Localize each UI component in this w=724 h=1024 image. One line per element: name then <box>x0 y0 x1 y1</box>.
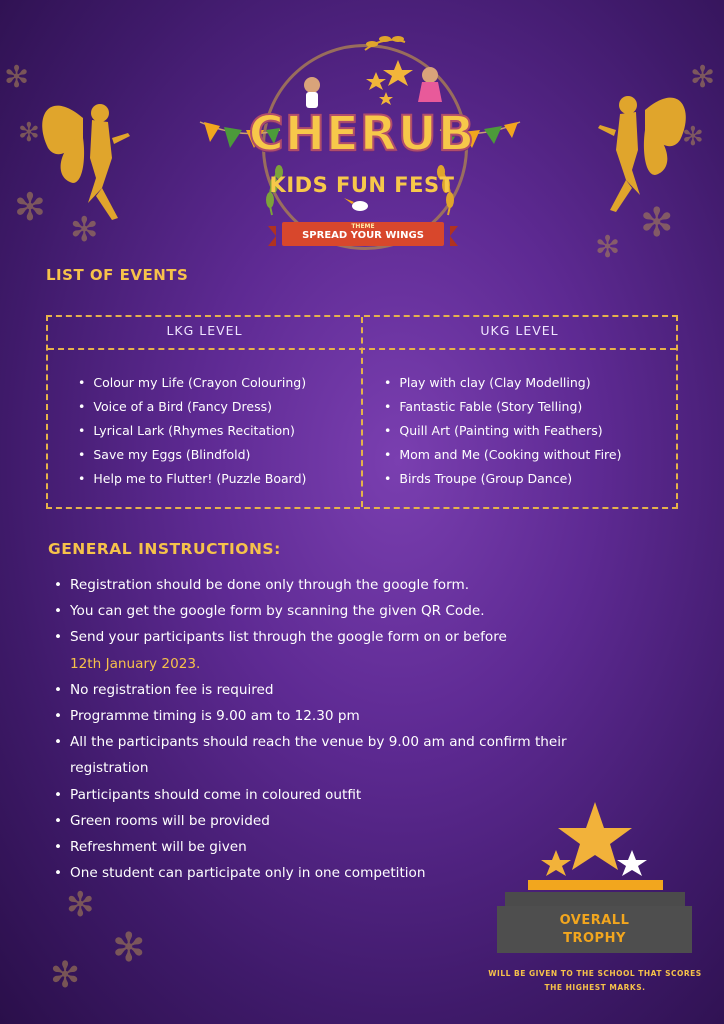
fest-subtitle: KIDS FUN FEST <box>269 173 455 197</box>
lkg-events-list <box>78 371 306 491</box>
trophy-podium <box>497 906 692 953</box>
theme-text: SPREAD YOUR WINGS <box>302 230 424 241</box>
pennant-flag-icon <box>204 122 220 142</box>
podium-top <box>528 880 663 890</box>
star-icon <box>383 60 413 86</box>
podium-step <box>505 892 685 906</box>
fairy-icon <box>590 70 700 220</box>
trophy-line1: OVERALL <box>559 913 630 928</box>
lkg-column-header: LKG LEVEL <box>166 323 243 338</box>
events-heading: LIST OF EVENTS <box>46 266 189 284</box>
snowflake-icon: ✻ <box>690 60 716 95</box>
list-item: • Refreshment will be given <box>54 834 674 860</box>
fest-title: CHERUB <box>248 106 476 162</box>
snowflake-icon: ✻ <box>66 885 95 925</box>
snowflake-icon: ✻ <box>4 60 30 95</box>
list-item: • Registration should be done only through the google form. <box>54 572 674 598</box>
list-item: • Fantastic Fable (Story Telling) <box>384 395 622 419</box>
snowflake-icon: ✻ <box>18 118 40 148</box>
snowflake-icon: ✻ <box>682 122 704 152</box>
theme-ribbon <box>282 222 444 246</box>
snowflake-icon: ✻ <box>112 925 146 971</box>
list-item: • Play with clay (Clay Modelling) <box>384 371 622 395</box>
trophy-note: WILL BE GIVEN TO THE SCHOOL THAT SCORES THE HIGHEST MARKS. <box>488 969 702 992</box>
deadline-date: 12th January 2023. <box>70 655 201 672</box>
list-item: • You can get the google form by scanning the given QR Code. <box>54 598 674 624</box>
trophy-line2: TROPHY <box>563 931 626 946</box>
list-item: • Help me to Flutter! (Puzzle Board) <box>78 467 306 491</box>
ukg-events-list <box>384 371 622 491</box>
list-item: • Voice of a Bird (Fancy Dress) <box>78 395 306 419</box>
star-icon <box>366 72 386 90</box>
list-item: • No registration fee is required <box>54 677 674 703</box>
snowflake-icon: ✻ <box>14 185 46 229</box>
theme-label: THEME <box>351 223 375 230</box>
list-item: • Programme timing is 9.00 am to 12.30 pm <box>54 703 674 729</box>
snowflake-icon: ✻ <box>640 200 674 246</box>
list-item: • Participants should come in coloured outfit <box>54 782 674 808</box>
list-item: • Mom and Me (Cooking without Fire) <box>384 443 622 467</box>
star-icon <box>540 800 650 882</box>
list-item: • All the participants should reach the venue by 9.00 am and confirm their registration <box>54 729 674 781</box>
list-item: • Quill Art (Painting with Feathers) <box>384 419 622 443</box>
bird-icon <box>352 201 368 211</box>
star-icon <box>379 92 393 105</box>
instructions-heading: GENERAL INSTRUCTIONS: <box>48 540 281 558</box>
list-item: • One student can participate only in one competition <box>54 860 674 886</box>
ukg-column-header: UKG LEVEL <box>480 323 559 338</box>
fairy-icon <box>28 78 138 228</box>
list-item: • Send your participants list through the google form on or before 12th January 2023. <box>54 624 674 676</box>
events-table <box>46 315 678 509</box>
list-item: • Save my Eggs (Blindfold) <box>78 443 306 467</box>
snowflake-icon: ✻ <box>70 210 99 250</box>
list-item: • Green rooms will be provided <box>54 808 674 834</box>
list-item: • Birds Troupe (Group Dance) <box>384 467 622 491</box>
snowflake-icon: ✻ <box>50 955 81 996</box>
list-item: • Lyrical Lark (Rhymes Recitation) <box>78 419 306 443</box>
list-item: • Colour my Life (Crayon Colouring) <box>78 371 306 395</box>
snowflake-icon: ✻ <box>595 230 621 265</box>
